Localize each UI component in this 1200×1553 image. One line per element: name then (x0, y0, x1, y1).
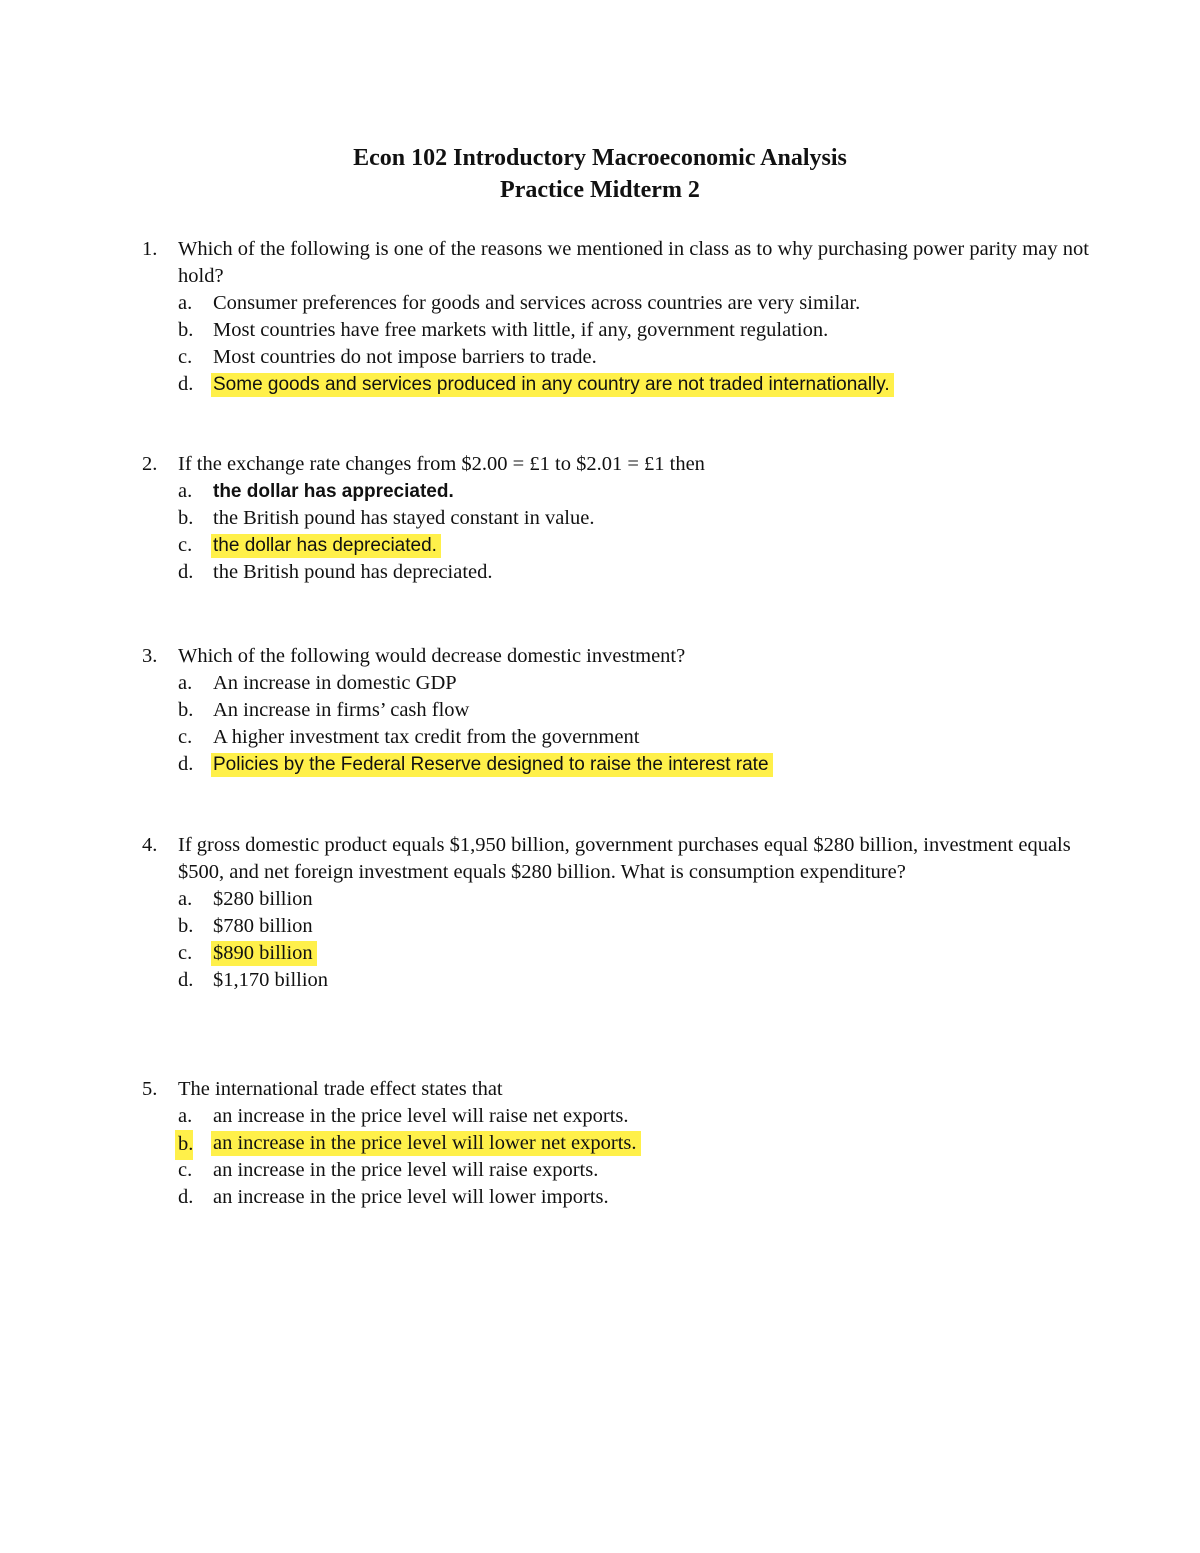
question-number: 3. (142, 645, 158, 667)
choice-text: Consumer preferences for goods and services across countries are very similar. (213, 292, 861, 314)
question-text: The international trade effect states that (178, 1078, 503, 1100)
question-number: 4. (142, 834, 158, 856)
choice-text: $780 billion (213, 915, 313, 937)
question-number: 5. (142, 1078, 158, 1100)
choice-letter: c. (178, 346, 193, 368)
question-stem (142, 643, 1102, 670)
question-stem (142, 451, 1102, 478)
question-text: Which of the following would decrease domestic investment? (178, 645, 686, 667)
question-text: If gross domestic product equals $1,950 billion, government purchases equal $280 billion, investment equals $500, and net foreign investment equals $280 billion. What is consumption expenditure? (178, 834, 1071, 883)
choice-letter: b. (178, 699, 194, 721)
choice-text: An increase in domestic GDP (213, 672, 457, 694)
choice-letter: d. (178, 969, 194, 991)
question-text: Which of the following is one of the reasons we mentioned in class as to why purchasing power parity may not hold? (178, 238, 1089, 287)
choice-letter: a. (178, 672, 193, 694)
question-3 (142, 643, 1102, 778)
choice-a (142, 886, 1102, 913)
choice-b (142, 913, 1102, 940)
choice-b (142, 317, 1102, 344)
highlighted-answer: Policies by the Federal Reserve designed to raise the interest rate (211, 753, 773, 777)
choice-letter: d. (178, 753, 194, 775)
choice-letter: c. (178, 726, 193, 748)
choice-c (142, 344, 1102, 371)
question-number: 2. (142, 453, 158, 475)
choice-letter: c. (178, 534, 193, 556)
choice-letter: b. (178, 915, 194, 937)
choice-letter: a. (178, 292, 193, 314)
choice-text: an increase in the price level will raise net exports. (213, 1105, 629, 1127)
choice-text: Most countries do not impose barriers to trade. (213, 346, 597, 368)
choice-text: an increase in the price level will lower imports. (213, 1186, 609, 1208)
choice-a (142, 478, 1102, 505)
title-line-1: Econ 102 Introductory Macroeconomic Analysis (353, 145, 847, 171)
choice-a (142, 290, 1102, 317)
choice-d-highlighted (142, 371, 1102, 398)
choice-text: $280 billion (213, 888, 313, 910)
choice-text: the British pound has stayed constant in value. (213, 507, 595, 529)
choice-letter: a. (178, 480, 193, 502)
question-stem (142, 1076, 1102, 1103)
title-line-2: Practice Midterm 2 (500, 177, 700, 203)
choice-letter: b. (175, 1130, 193, 1160)
choice-letter: b. (178, 319, 194, 341)
choice-text: the British pound has depreciated. (213, 561, 493, 583)
highlighted-answer: Some goods and services produced in any country are not traded internationally. (211, 373, 894, 397)
document-title (0, 142, 1200, 206)
choice-d (142, 967, 1102, 994)
question-2 (142, 451, 1102, 586)
question-1 (142, 236, 1102, 398)
choice-c (142, 724, 1102, 751)
choice-b (142, 505, 1102, 532)
question-number: 1. (142, 238, 158, 260)
choice-letter: d. (178, 373, 194, 395)
choice-d-highlighted (142, 751, 1102, 778)
highlighted-answer: $890 billion (211, 941, 317, 966)
choice-a (142, 1103, 1102, 1130)
question-text: If the exchange rate changes from $2.00 = £1 to $2.01 = £1 then (178, 453, 705, 475)
choice-text: an increase in the price level will raise exports. (213, 1159, 599, 1181)
question-5 (142, 1076, 1102, 1211)
choice-text: $1,170 billion (213, 969, 329, 991)
choice-d (142, 559, 1102, 586)
choice-letter: b. (178, 507, 194, 529)
question-stem (142, 236, 1102, 290)
choice-text: the dollar has appreciated. (213, 481, 454, 502)
choice-b-highlighted (142, 1130, 1102, 1157)
choice-d (142, 1184, 1102, 1211)
choice-a (142, 670, 1102, 697)
choice-letter: d. (178, 561, 194, 583)
choice-c-highlighted (142, 532, 1102, 559)
choice-letter: c. (178, 1159, 193, 1181)
question-4 (142, 832, 1102, 994)
choice-c (142, 1157, 1102, 1184)
choice-letter: a. (178, 888, 193, 910)
question-stem (142, 832, 1102, 886)
choice-letter: a. (178, 1105, 193, 1127)
choice-text: An increase in firms’ cash flow (213, 699, 470, 721)
choice-text: A higher investment tax credit from the government (213, 726, 640, 748)
choice-letter: d. (178, 1186, 194, 1208)
choice-letter: c. (178, 942, 193, 964)
highlighted-answer: an increase in the price level will lower net exports. (211, 1131, 641, 1156)
choice-b (142, 697, 1102, 724)
choice-text: Most countries have free markets with little, if any, government regulation. (213, 319, 829, 341)
highlighted-answer: the dollar has depreciated. (211, 534, 441, 558)
choice-c-highlighted (142, 940, 1102, 967)
